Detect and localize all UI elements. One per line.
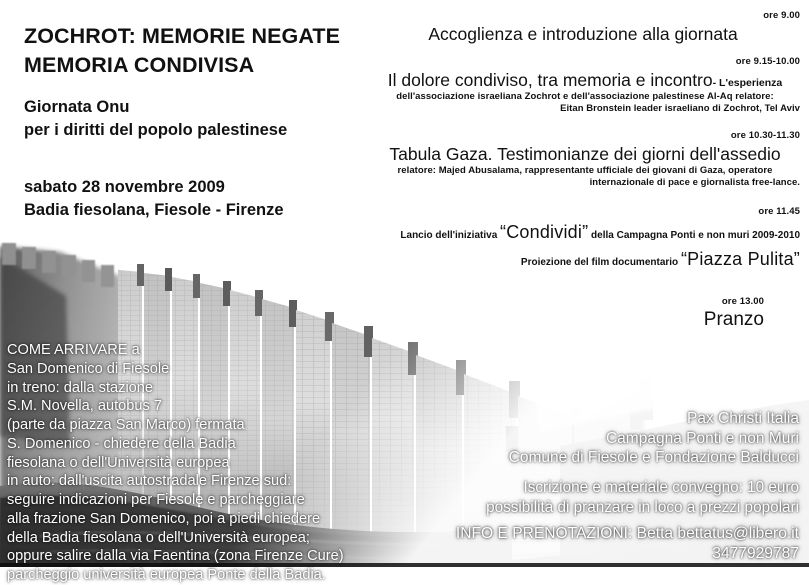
program-heading-2-tail: - L'esperienza (712, 76, 783, 89)
organizer-line-1: Pax Christi Italia (687, 410, 799, 427)
program-time-1: ore 9.00 (763, 10, 800, 21)
program-schedule (370, 9, 800, 334)
program-mixed-4b (370, 246, 800, 273)
program-detail-3b: internazionale di pace e giornalista free-lance. (589, 177, 800, 189)
program-mixed-4b-big: “Piazza Pulita” (680, 248, 800, 269)
program-mixed-4a-pre: Lancio dell'iniziativa (400, 229, 501, 241)
contact-phone-line[interactable]: 3477929787 (712, 545, 799, 563)
directions-line-1: COME ARRIVARE a (7, 342, 140, 358)
program-detail-2b: Eitan Bronstein leader israeliano di Zochrot, Tel Aviv (560, 103, 800, 115)
directions-line-2: San Domenico di Fiesole (7, 360, 170, 377)
program-mixed-4a (370, 219, 800, 246)
organizers-block (379, 409, 799, 468)
directions-line-4: S.M. Novella, autobus 7 (7, 398, 162, 415)
directions-block (7, 341, 407, 585)
directions-line-7: fiesolana o dell'Università europea (7, 454, 230, 471)
fee-line-2: possibilità di pranzare in loco a prezzi popolari (486, 498, 799, 516)
event-date: sabato 28 novembre 2009 (24, 178, 225, 196)
directions-line-5: (parte da piazza San Marco) fermata (7, 417, 245, 433)
program-time-5: ore 13.00 (721, 295, 764, 307)
program-item-pranzo (370, 295, 800, 333)
title-line-1: ZOCHROT: MEMORIE NEGATE (24, 24, 341, 48)
program-mixed-4a-post: della Campagna Ponti e non muri 2009-2010 (588, 229, 800, 241)
event-venue: Badia fiesolana, Fiesole - Firenze (24, 201, 284, 220)
program-item-lancio (370, 205, 800, 273)
organizer-line-3: Comune di Fiesole e Fondazione Balducci (508, 449, 799, 467)
program-time-2: ore 9.15-10.00 (735, 55, 800, 67)
program-item-tabula-gaza (370, 129, 800, 190)
program-detail-2a: dell'associazione israeliana Zochrot e dell'associazione palestinese Al-Aq relatore: (396, 90, 774, 102)
directions-line-13: parcheggio università europea Ponte della Badia. (7, 567, 326, 583)
directions-line-11: della Badia fiesolana o dell'Università europea; (7, 529, 310, 546)
contact-email-line[interactable]: INFO E PRENOTAZIONI: Betta bettatus@libero.it (455, 525, 799, 542)
program-mixed-4a-big: “Condividi” (500, 221, 589, 242)
program-heading-2 (370, 70, 800, 91)
program-item-dolore (370, 55, 800, 116)
program-time-4: ore 11.45 (758, 205, 800, 217)
organizer-line-2: Campagna Ponti e non Muri (605, 429, 799, 447)
subtitle-line-1: Giornata Onu (24, 98, 130, 116)
fees-block (379, 478, 799, 517)
directions-line-3: in treno: dalla stazione (7, 379, 154, 396)
page-subtitle (24, 96, 287, 142)
program-heading-1: Accoglienza e introduzione alla giornata (428, 23, 738, 44)
program-time-3: ore 10.30-11.30 (730, 129, 800, 141)
directions-line-8: in auto: dall'uscita autostradale Firenze sud: (7, 473, 292, 490)
program-heading-2-main: Il dolore condiviso, tra memoria e incontro (387, 69, 713, 90)
page-title (24, 22, 340, 79)
directions-line-6: S. Domenico - chiedere della Badia (7, 435, 236, 452)
program-heading-3: Tabula Gaza. Testimonianze dei giorni dell'assedio (389, 143, 781, 164)
event-date-venue (24, 176, 284, 223)
program-item-accoglienza (370, 9, 800, 45)
program-detail-3a: relatore: Majed Abusalama, rappresentante ufficiale dei giovani di Gaza, operatore (397, 164, 773, 176)
contact-block (359, 524, 799, 565)
program-heading-5: Pranzo (703, 309, 764, 331)
directions-line-9: seguire indicazioni per Fiesole e parcheggiare (7, 492, 305, 508)
program-mixed-4b-pre: Proiezione del film documentario (520, 256, 681, 268)
fee-line-1: Iscrizione e materiale convegno: 10 euro (523, 479, 799, 496)
directions-line-12: oppure salire dalla via Faentina (zona Firenze Cure) (7, 548, 344, 565)
directions-line-10: alla frazione San Domenico, poi a piedi chiedere (7, 510, 321, 527)
title-line-2: MEMORIA CONDIVISA (24, 52, 255, 77)
subtitle-line-2: per i diritti del popolo palestinese (24, 120, 288, 139)
